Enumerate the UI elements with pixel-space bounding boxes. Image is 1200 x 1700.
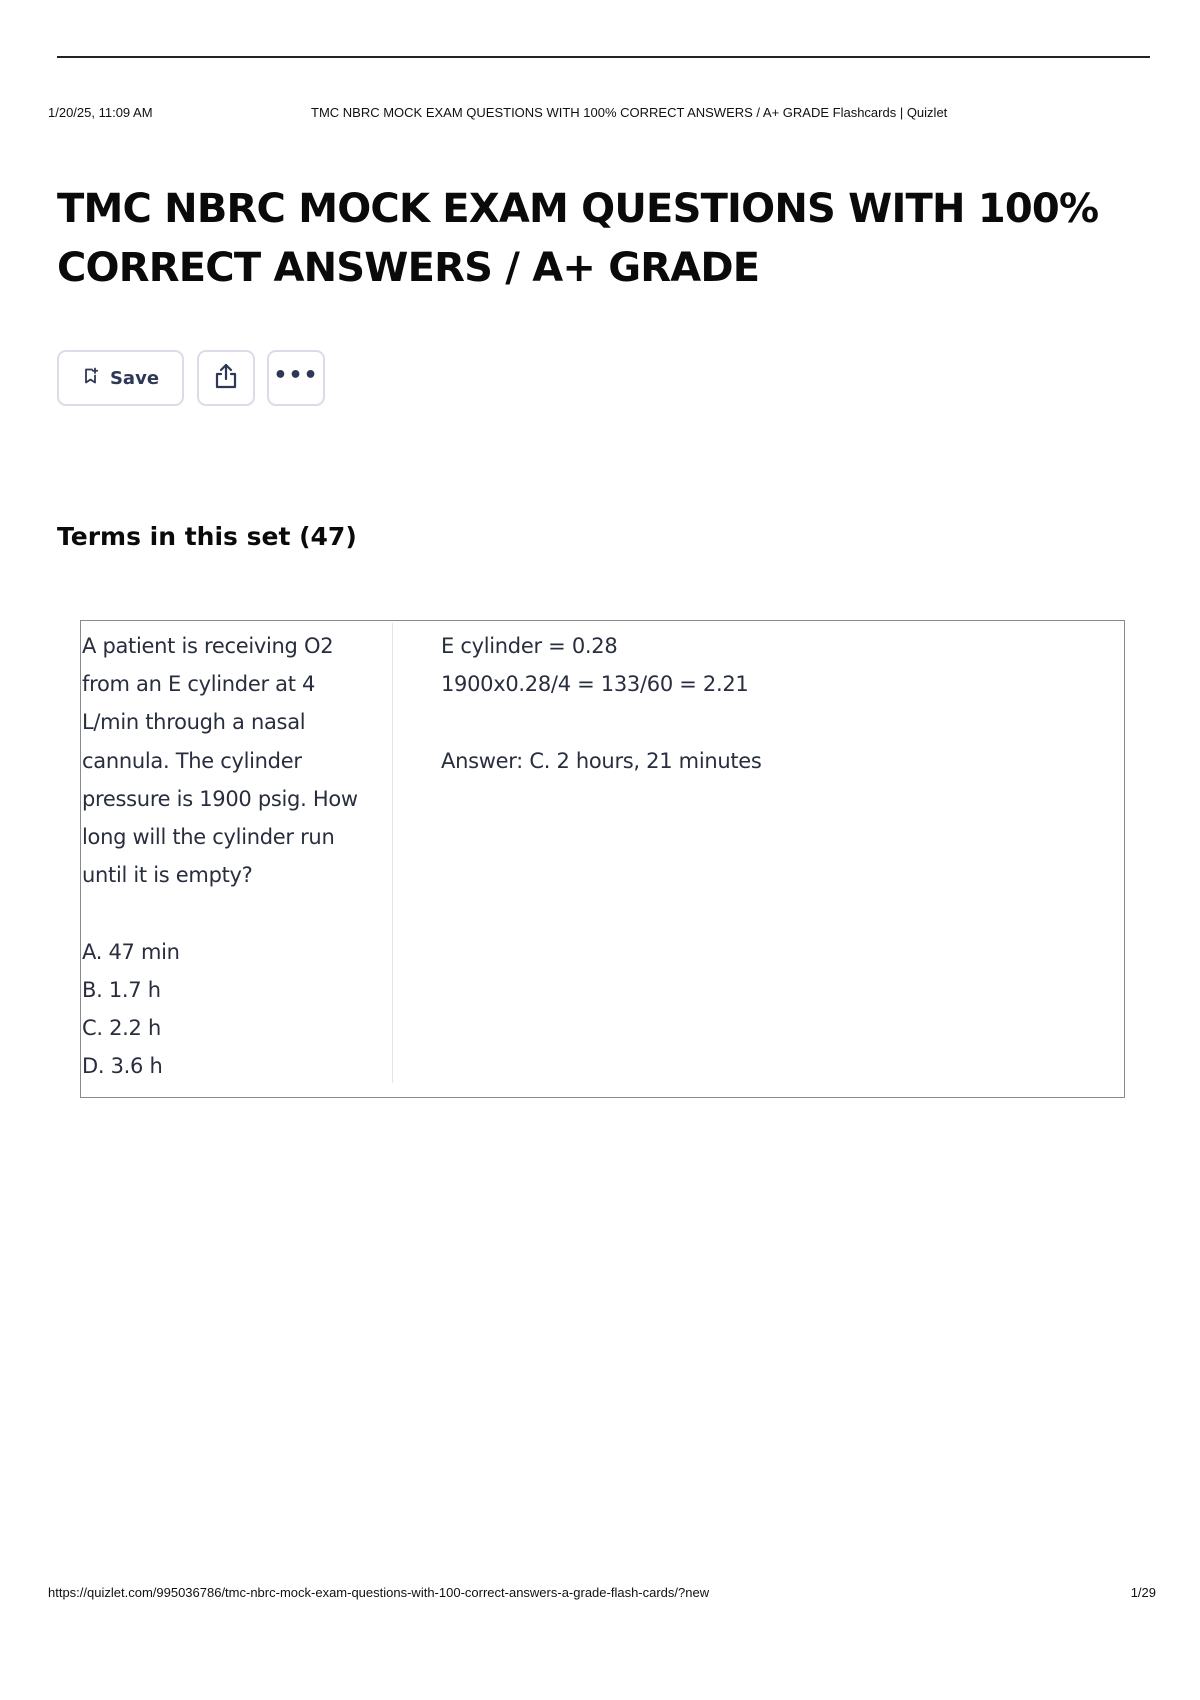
bookmark-plus-icon xyxy=(82,367,100,390)
answer-option: B. 1.7 h xyxy=(82,977,161,1002)
flashcard-definition xyxy=(441,627,1081,780)
term-line: L/min through a nasal xyxy=(82,710,306,735)
print-page-number: 1/29 xyxy=(1130,1585,1156,1600)
share-button[interactable] xyxy=(197,350,255,406)
definition-line: 1900x0.28/4 = 133/60 = 2.21 xyxy=(441,672,749,697)
save-button[interactable] xyxy=(57,350,184,406)
share-icon xyxy=(213,362,239,394)
answer-option: D. 3.6 h xyxy=(82,1054,163,1079)
page-title xyxy=(57,180,1157,298)
more-options-icon: ••• xyxy=(273,362,319,388)
print-header xyxy=(48,105,1152,123)
page-title-line-1: TMC NBRC MOCK EXAM QUESTIONS WITH 100% xyxy=(57,186,1099,232)
term-line: until it is empty? xyxy=(82,863,253,888)
save-button-label: Save xyxy=(109,367,160,389)
definition-spacer xyxy=(441,703,1081,741)
print-url: https://quizlet.com/995036786/tmc-nbrc-mock-exam-questions-with-100-correct-answers-a-grade-flash-cards/?new xyxy=(48,1585,710,1600)
term-line: long will the cylinder run xyxy=(82,825,335,850)
term-spacer xyxy=(82,894,382,932)
top-rule xyxy=(57,56,1150,58)
answer-option: A. 47 min xyxy=(82,939,180,964)
card-divider xyxy=(392,623,393,1083)
term-line: pressure is 1900 psig. How xyxy=(82,786,358,811)
print-page-title: TMC NBRC MOCK EXAM QUESTIONS WITH 100% CORRECT ANSWERS / A+ GRADE Flashcards | Quizlet xyxy=(311,105,948,120)
page-title-line-2: CORRECT ANSWERS / A+ GRADE xyxy=(57,245,760,291)
flashcard-term xyxy=(82,627,382,1085)
definition-line: E cylinder = 0.28 xyxy=(441,634,618,658)
answer-option: C. 2.2 h xyxy=(82,1016,161,1041)
term-line: cannula. The cylinder xyxy=(82,748,302,773)
term-line: from an E cylinder at 4 xyxy=(82,672,316,697)
more-options-button[interactable] xyxy=(267,350,325,406)
definition-answer: Answer: C. 2 hours, 21 minutes xyxy=(441,748,762,773)
print-datetime: 1/20/25, 11:09 AM xyxy=(48,105,153,120)
terms-heading: Terms in this set (47) xyxy=(57,522,357,551)
flashcard[interactable] xyxy=(80,620,1125,1098)
term-line: A patient is receiving O2 xyxy=(82,634,334,658)
print-footer xyxy=(48,1585,1156,1603)
